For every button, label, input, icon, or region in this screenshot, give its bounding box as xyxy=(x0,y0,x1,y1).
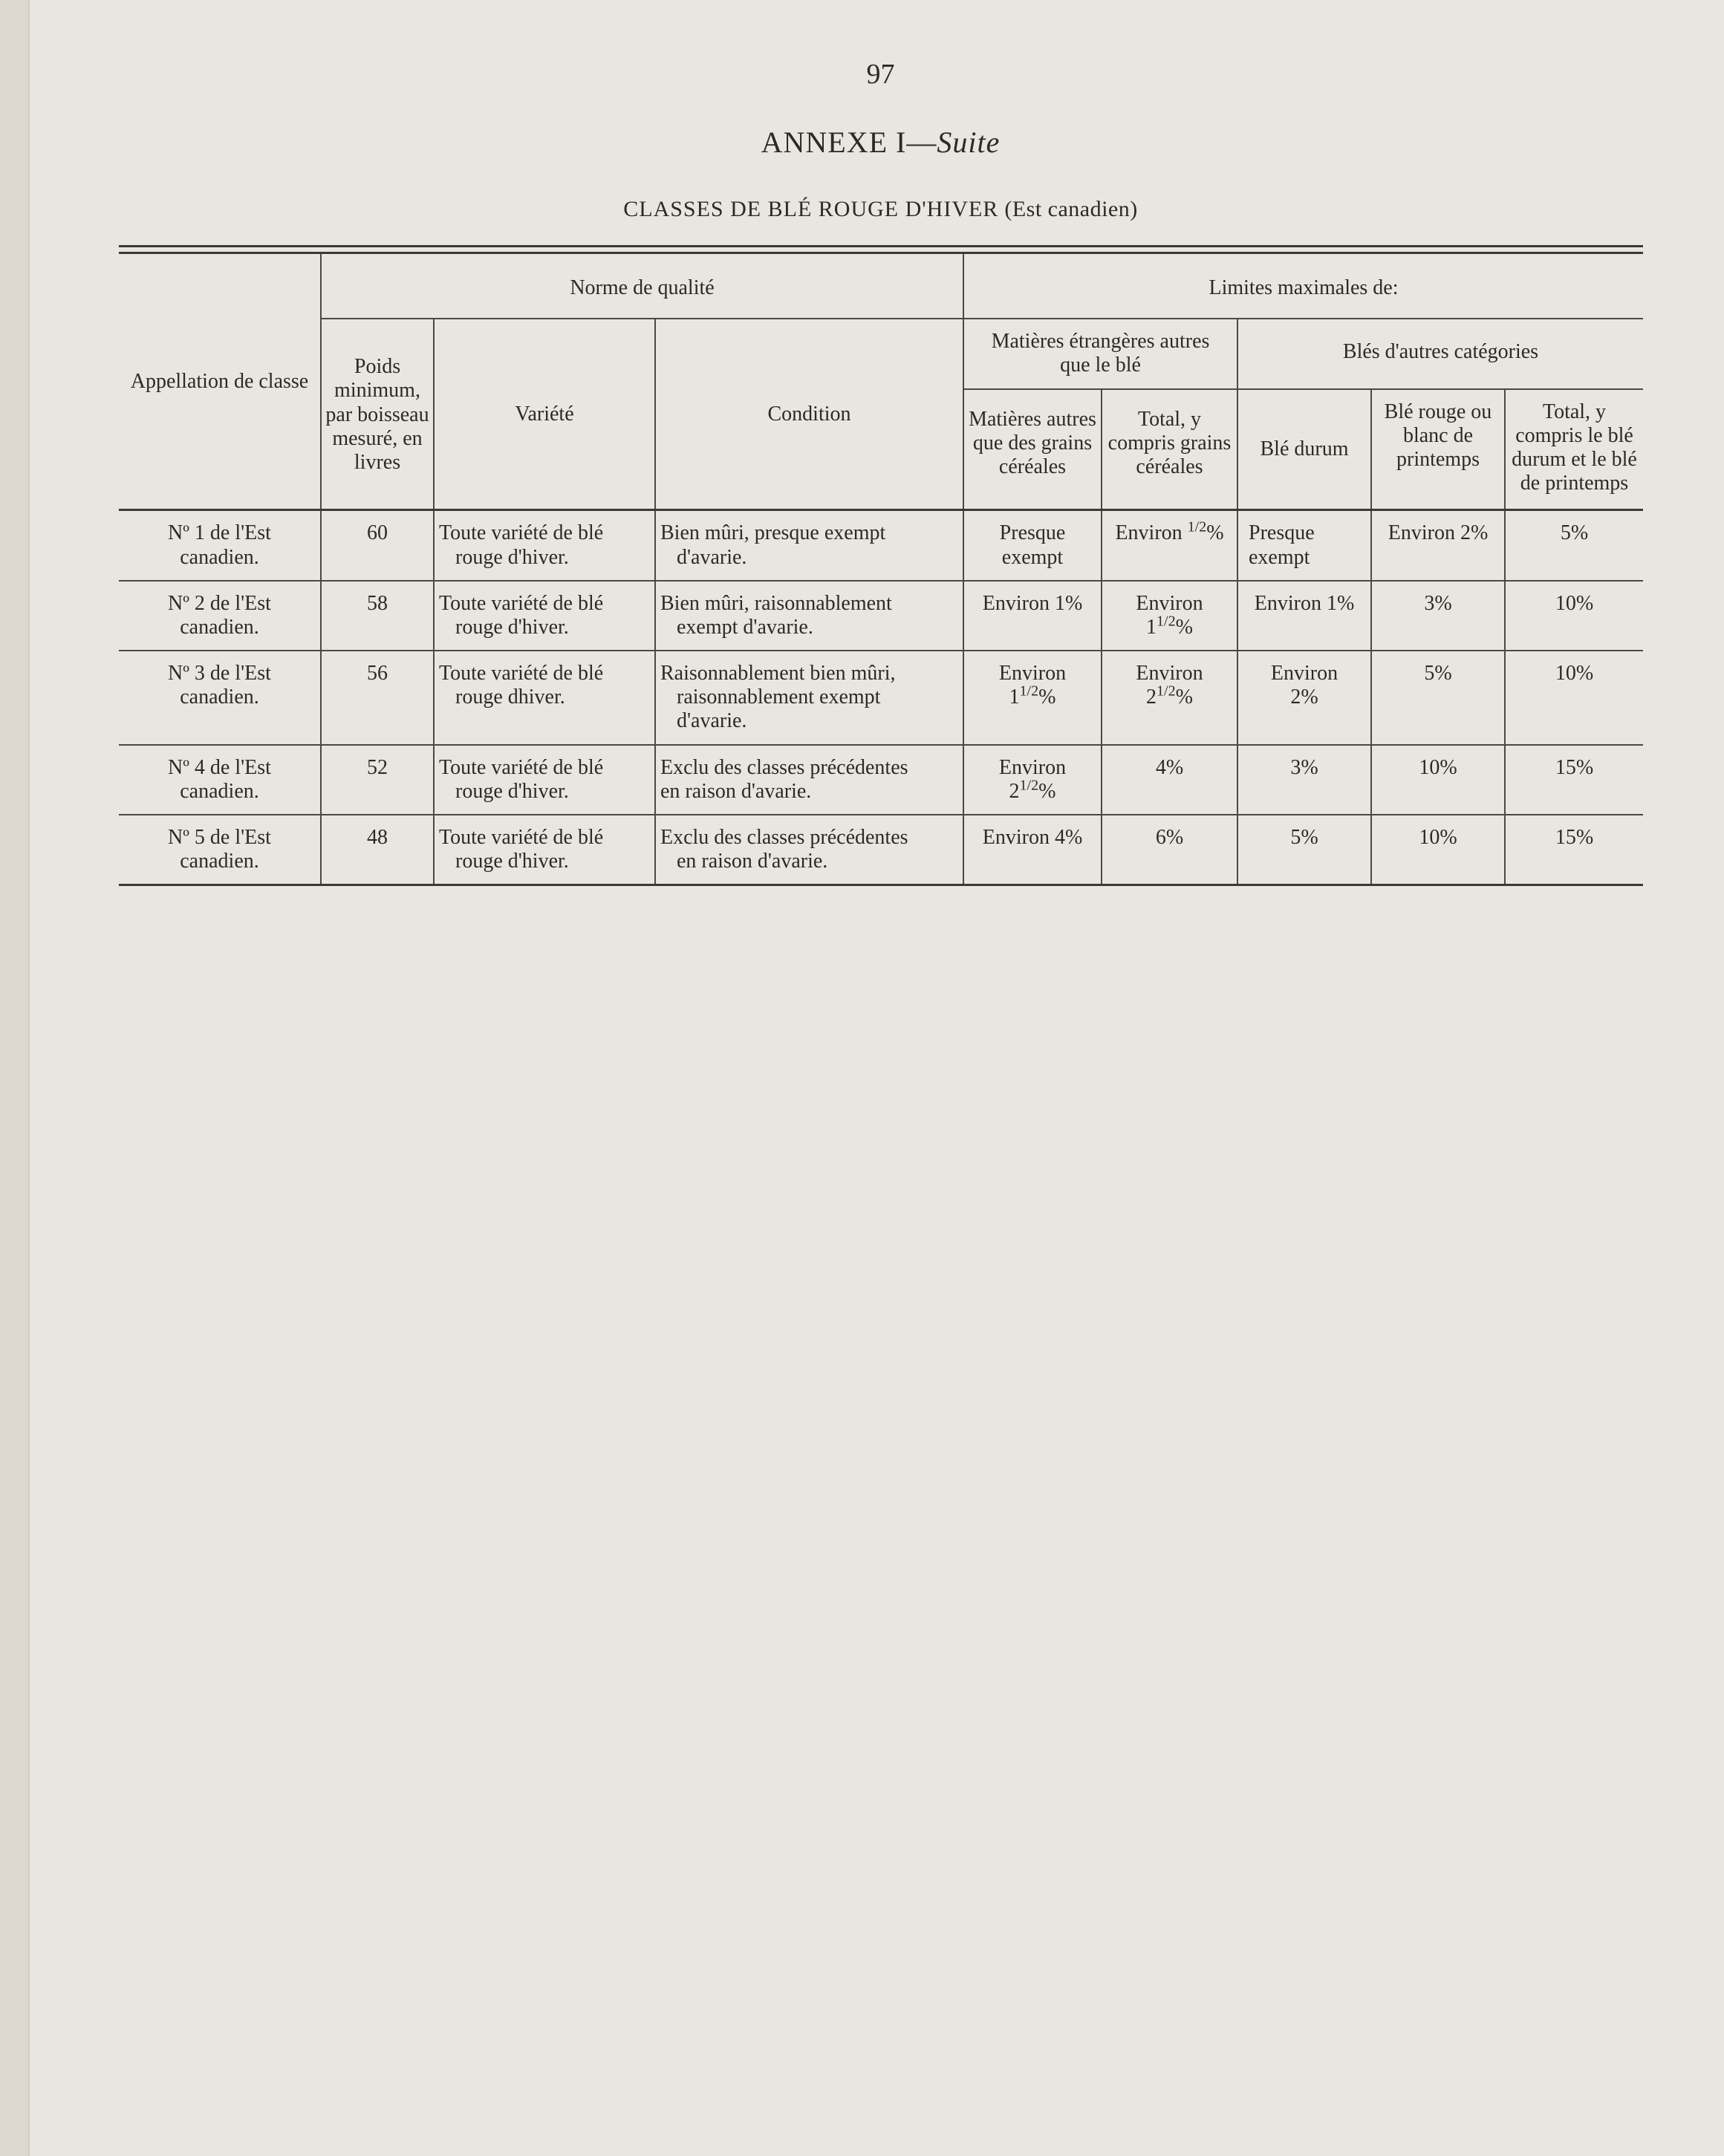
total-base: 1 xyxy=(1146,615,1157,639)
cell-variete xyxy=(434,815,655,885)
cell-ble-rouge-blanc: 10% xyxy=(1371,815,1505,885)
total-base: 2 xyxy=(1146,685,1157,709)
cell-poids: 56 xyxy=(321,651,434,745)
total-line1: Environ xyxy=(1136,662,1203,685)
matieres-fraction: 1/2 xyxy=(1019,777,1039,794)
cell-ble-rouge-blanc: Environ 2% xyxy=(1371,510,1505,581)
matieres-line1: Environ xyxy=(998,662,1067,685)
table-top-rule xyxy=(119,245,1643,254)
appellation-line1: Nº 4 de l'Est xyxy=(168,755,271,779)
cell-condition xyxy=(655,745,963,815)
table-row-grade-1 xyxy=(119,510,1643,581)
cell-appellation xyxy=(119,745,321,815)
cell-ble-rouge-blanc: 5% xyxy=(1371,651,1505,745)
cell-ble-rouge-blanc: 10% xyxy=(1371,745,1505,815)
durum-line1: Presque xyxy=(1249,521,1315,545)
header-appellation: Appellation de classe xyxy=(119,254,321,510)
cell-matieres-autres xyxy=(963,510,1102,581)
cell-ble-durum xyxy=(1237,651,1371,745)
annex-title-main: ANNEXE I— xyxy=(761,126,937,159)
matieres-base: 2 xyxy=(1009,779,1020,803)
cell-matieres-autres: Environ 4% xyxy=(963,815,1102,885)
variete-line1: Toute variété de blé xyxy=(439,521,604,545)
condition-line3: d'avarie. xyxy=(677,709,747,733)
variete-line2: rouge d'hiver. xyxy=(455,545,569,569)
total-percent: % xyxy=(1175,615,1193,639)
condition-line1: Bien mûri, raisonnablement xyxy=(660,591,892,615)
durum-line1: Environ xyxy=(1270,662,1338,685)
condition-line2: exempt d'avarie. xyxy=(677,615,813,639)
header-norme-qualite: Norme de qualité xyxy=(321,254,963,319)
condition-line1: Exclu des classes précédentes xyxy=(660,755,908,779)
condition-line2: en raison d'avarie. xyxy=(677,850,828,873)
matieres-line1: Presque xyxy=(999,521,1066,545)
header-matieres-etrangeres: Matières étrangères autres que le blé xyxy=(963,319,1237,388)
cell-ble-durum: 5% xyxy=(1237,815,1371,885)
cell-condition xyxy=(655,510,963,581)
cell-total-cereales xyxy=(1102,581,1237,651)
annex-title-suffix: Suite xyxy=(937,126,1001,159)
durum-line2: exempt xyxy=(1249,545,1310,569)
table-title xyxy=(0,197,1724,222)
variete-line2: rouge d'hiver. xyxy=(455,850,569,873)
matieres-percent: % xyxy=(1038,685,1056,709)
header-matieres-autres: Matières autres que des grains céréales xyxy=(963,389,1102,510)
total-percent: % xyxy=(1206,521,1224,545)
total-percent: % xyxy=(1175,685,1193,709)
cell-total-cereales: 6% xyxy=(1102,815,1237,885)
table-row-grade-5 xyxy=(119,815,1643,885)
cell-poids: 60 xyxy=(321,510,434,581)
total-base: Environ xyxy=(1115,521,1188,545)
cell-appellation xyxy=(119,581,321,651)
appellation-line2: canadien. xyxy=(180,685,259,709)
cell-poids: 58 xyxy=(321,581,434,651)
matieres-fraction: 1/2 xyxy=(1019,683,1039,700)
cell-total-durum-printemps: 15% xyxy=(1505,745,1643,815)
header-ble-rouge-blanc: Blé rouge ou blanc de printemps xyxy=(1371,389,1505,510)
condition-line2: raisonnablement exempt xyxy=(677,685,881,709)
page-binding-edge xyxy=(0,0,30,2156)
header-bles-autres-categories: Blés d'autres catégories xyxy=(1237,319,1643,388)
wheat-grades-table xyxy=(119,254,1643,886)
cell-total-durum-printemps: 10% xyxy=(1505,581,1643,651)
header-total-durum-printemps: Total, y compris le blé durum et le blé de printemps xyxy=(1505,389,1643,510)
cell-ble-durum: 3% xyxy=(1237,745,1371,815)
appellation-line2: canadien. xyxy=(180,615,259,639)
variete-line1: Toute variété de blé xyxy=(439,662,604,685)
cell-ble-rouge-blanc: 3% xyxy=(1371,581,1505,651)
header-ble-durum: Blé durum xyxy=(1237,389,1371,510)
matieres-base: 1 xyxy=(1009,685,1020,709)
cell-matieres-autres xyxy=(963,745,1102,815)
appellation-line1: Nº 1 de l'Est xyxy=(168,521,271,545)
variete-line2: rouge dhiver. xyxy=(455,685,565,709)
variete-line1: Toute variété de blé xyxy=(439,826,604,849)
variete-line2: rouge d'hiver. xyxy=(455,615,569,639)
matieres-line2: exempt xyxy=(1001,545,1064,569)
cell-appellation xyxy=(119,510,321,581)
cell-variete xyxy=(434,581,655,651)
cell-total-cereales xyxy=(1102,510,1237,581)
appellation-line1: Nº 5 de l'Est xyxy=(168,826,271,849)
total-fraction: 1/2 xyxy=(1157,613,1176,630)
cell-variete xyxy=(434,745,655,815)
matieres-percent: % xyxy=(1038,779,1056,803)
cell-total-durum-printemps: 10% xyxy=(1505,651,1643,745)
appellation-line2: canadien. xyxy=(180,545,259,569)
condition-line1: Bien mûri, presque exempt xyxy=(660,521,886,545)
condition-line2: d'avarie. xyxy=(677,545,747,569)
cell-appellation xyxy=(119,651,321,745)
annex-title xyxy=(0,125,1724,160)
cell-ble-durum xyxy=(1237,510,1371,581)
table-title-main: CLASSES DE BLÉ ROUGE D'HIVER xyxy=(623,197,999,221)
cell-appellation xyxy=(119,815,321,885)
appellation-line1: Nº 3 de l'Est xyxy=(168,662,271,685)
table-row-grade-4 xyxy=(119,745,1643,815)
table-row-grade-2 xyxy=(119,581,1643,651)
header-variete: Variété xyxy=(434,319,655,510)
cell-condition xyxy=(655,581,963,651)
variete-line1: Toute variété de blé xyxy=(439,591,604,615)
cell-variete xyxy=(434,651,655,745)
cell-condition xyxy=(655,651,963,745)
matieres-line1: Environ xyxy=(998,755,1067,779)
cell-total-cereales: 4% xyxy=(1102,745,1237,815)
header-poids: Poids minimum, par boisseau mesuré, en livres xyxy=(321,319,434,510)
variete-line2: rouge d'hiver. xyxy=(455,779,569,803)
total-fraction: 1/2 xyxy=(1157,683,1176,700)
cell-variete xyxy=(434,510,655,581)
cell-condition xyxy=(655,815,963,885)
condition-line1: Raisonnablement bien mûri, xyxy=(660,662,896,685)
page-number: 97 xyxy=(866,59,895,90)
cell-poids: 48 xyxy=(321,815,434,885)
condition-line1: Exclu des classes précédentes xyxy=(660,826,908,849)
cell-total-cereales xyxy=(1102,651,1237,745)
cell-matieres-autres xyxy=(963,651,1102,745)
total-line1: Environ xyxy=(1136,591,1203,615)
cell-total-durum-printemps: 5% xyxy=(1505,510,1643,581)
wheat-grades-table-container xyxy=(119,245,1643,886)
table-row-grade-3 xyxy=(119,651,1643,745)
cell-ble-durum: Environ 1% xyxy=(1237,581,1371,651)
cell-total-durum-printemps: 15% xyxy=(1505,815,1643,885)
appellation-line2: canadien. xyxy=(180,779,259,803)
cell-poids: 52 xyxy=(321,745,434,815)
table-title-paren: (Est canadien) xyxy=(1004,197,1138,221)
appellation-line1: Nº 2 de l'Est xyxy=(168,591,271,615)
appellation-line2: canadien. xyxy=(180,850,259,873)
header-total-cereales: Total, y compris grains céréales xyxy=(1102,389,1237,510)
total-fraction: 1/2 xyxy=(1187,518,1207,535)
condition-line2: en raison d'avarie. xyxy=(660,779,812,803)
variete-line1: Toute variété de blé xyxy=(439,755,604,779)
header-condition: Condition xyxy=(655,319,963,510)
cell-matieres-autres: Environ 1% xyxy=(963,581,1102,651)
header-limites-maximales: Limites maximales de: xyxy=(963,254,1643,319)
durum-line2: 2% xyxy=(1290,685,1318,709)
